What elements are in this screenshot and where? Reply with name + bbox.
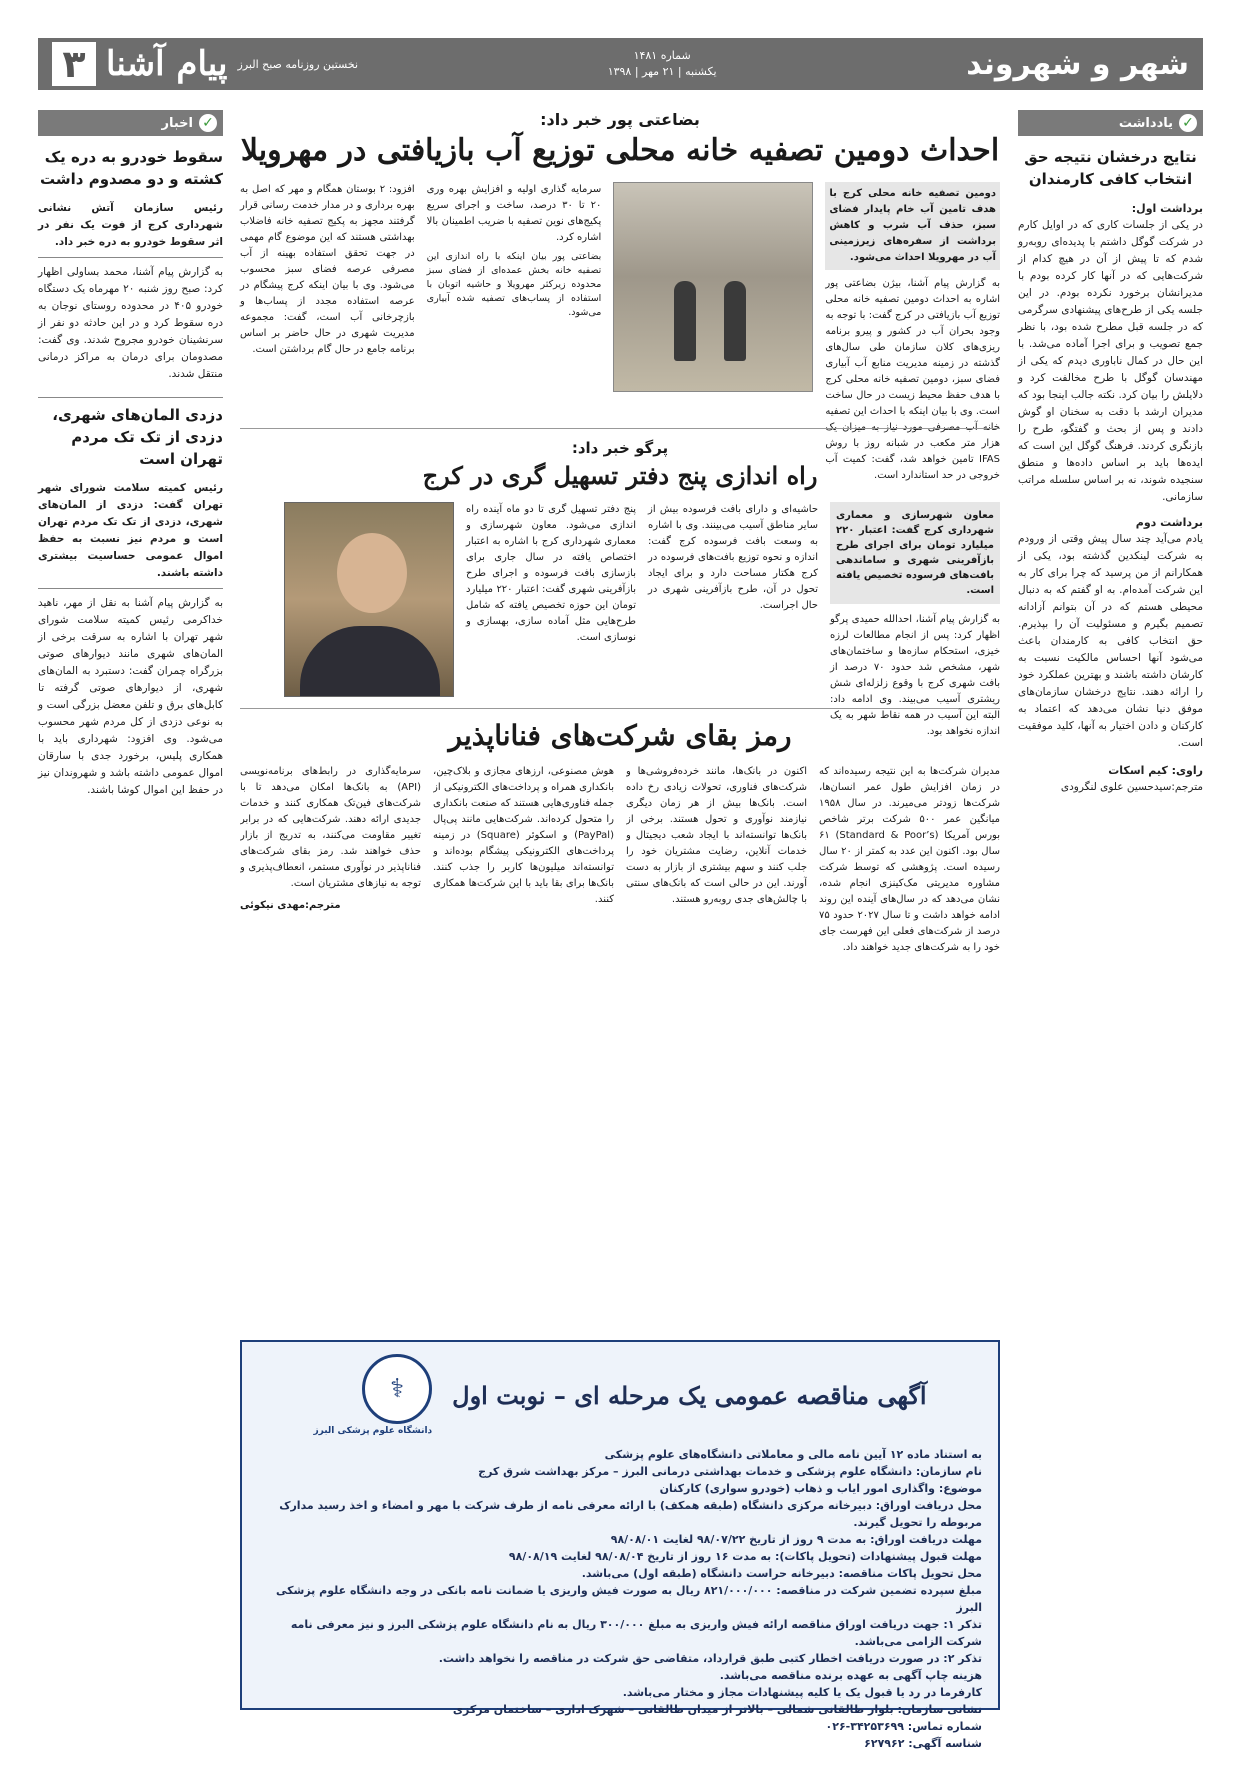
section-title: شهر و شهروند: [966, 46, 1189, 82]
note-translator: مترجم:سیدحسین علوی لنگرودی: [1060, 781, 1203, 793]
portrait-face: [337, 533, 407, 613]
news-column: [38, 110, 223, 799]
ad-line: شناسه آگهی: ۶۲۷۹۶۲: [864, 1737, 982, 1750]
story2-col-a: [830, 502, 1000, 740]
masthead: [38, 38, 1203, 90]
story1-text-c: افزود: ۲ بوستان همگام و مهر که اصل به بهره برداری و در مدار خدمت رسانی قرار گرفتند مجهز به پکیج تصفیه خانه فاضلاب بهداشتی هستند که این موضوع گام مهمی در جهت تحقق استفاده بهینه از آب مصرفی عرصه فضای سبز محسوب می‌شود. وی با بیان اینکه کرج پیشگام در عرصه استفاده مجدد از پساب‌ها و بازچرخانی آب است، گفت: مجموعه مدیریت شهری در حال حاضر بر اساس برنامه جامع در حال گام برداشتن است.: [239, 184, 415, 355]
story-immortal-companies: [240, 708, 1000, 1204]
note-tab-label: یادداشت: [1118, 115, 1173, 131]
divider: [38, 588, 223, 589]
note-title: نتایج درخشان نتیجه حق انتخاب کافی کارمندان: [1024, 148, 1197, 188]
tender-ad: [240, 1340, 1000, 1750]
story3-col-4-text: سرمایه‌گذاری در رابط‌های برنامه‌نویسی (API) به بانک‌ها امکان می‌دهد تا با شرکت‌های فین‌تک همکاری کنند و خدمات جدیدی ارائه دهند. شرکت‌هایی که در برابر تغییر مقاومت می‌کنند، به تدریج از بازار حذف خواهند شد. رمز بقای شرکت‌های فناناپذیر در نوآوری مستمر، انعطاف‌پذیری و توجه به نیازهای مشتریان است.: [240, 766, 421, 889]
story1-col-b: [427, 182, 602, 392]
story2-col-c: [466, 502, 636, 740]
story2-col-b: [648, 502, 818, 740]
story2-text-a: به گزارش پیام آشنا، احدالله حمیدی پرگو اظهار کرد: پس از انجام مطالعات لرزه خیزی، استحکام سازه‌ها و ساختمان‌های شهر، مشخص شد حدود ۷۰ درصد از بافت شهری کرج با وقوع زلزله‌ای شش ریشتری آسیب می‌بیند. وی ادامه داد: البته این آسیب در همه نقاط شهر به یک اندازه نخواهد بود.: [830, 614, 1000, 737]
story1-lead: دومین تصفیه خانه محلی کرج با هدف تامین آب خام پایدار فضای سبز، حذف آب شرب و کاهش برداشت از سفره‌های زیرزمینی آب در مهرویلا احداث می‌شود.: [825, 182, 1000, 270]
story2-lead: معاون شهرسازی و معماری شهرداری کرج گفت: اعتبار ۲۲۰ میلیارد تومان برای اجرای طرح بازآفرینی شهری و ساماندهی بافت‌های فرسوده تخصیص یافته است.: [830, 502, 1000, 604]
story3-translator: مترجم:مهدی نیکوئی: [240, 900, 341, 911]
issue-date: یکشنبه | ۲۱ مهر | ۱۳۹۸: [607, 65, 717, 78]
ad-title: آگهی مناقصه عمومی یک مرحله ای – نوبت اول: [452, 1380, 927, 1410]
portrait-shoulders: [300, 626, 440, 696]
news-tab-label: اخبار: [161, 115, 193, 131]
news2-body: به گزارش پیام آشنا به نقل از مهر، ناهید خداکرمی رئیس کمیته سلامت شورای شهر تهران با اشاره به سرقت برخی از المان‌های شهری مانند دیوارهای صوتی بزرگراه چمران گفت: دستبرد به المان‌های شهری، از دیوارهای صوتی گرفته تا کابل‌های برق و تلفن معضل بزرگی است و به نوعی دزدی از کل مردم شهر محسوب می‌شود. وی افزود: شهرداری باید با همکاری پلیس، برخورد جدی با سارقان اموال عمومی داشته باشد و شهروندان نیز در حفظ این اموال کوشا باشند.: [38, 597, 223, 796]
divider: [38, 397, 223, 398]
ad-line: مهلت دریافت اوراق: به مدت ۹ روز از تاریخ ۹۸/۰۷/۲۲ لغایت ۹۸/۰۸/۰۱: [610, 1533, 982, 1546]
story1-caption: بضاعتی پور بیان اینکه با راه اندازی این تصفیه خانه بخش عمده‌ای از فضای سبز محدوده زیرکثر مهرویلا و حاشیه اتوبان با استفاده از پساب‌های تصفیه شده آبیاری می‌شود.: [426, 251, 602, 318]
story1-photo: [613, 182, 813, 392]
person-figure: [724, 281, 746, 361]
story1-kicker: بضاعتی پور خبر داد:: [540, 110, 700, 129]
ad-line: تذکر ۱: جهت دریافت اوراق مناقصه ارائه فیش واریزی به مبلغ ۳۰۰/۰۰۰ ریال به نام دانشگاه علوم پزشکی البرز و نیز معرفی نامه شرکت الزامی می‌باشد.: [290, 1618, 982, 1648]
story3-col-3: هوش مصنوعی، ارزهای مجازی و بلاک‌چین، بانکداری همراه و پرداخت‌های الکترونیکی از جمله فناوری‌هایی هستند که صنعت بانکداری را متحول کرده‌اند. شرکت‌هایی مانند پی‌پال (PayPal) و اسکوئر (Square) در زمینه پرداخت‌های الکترونیکی پیشگام بوده‌اند و توانسته‌اند میلیون‌ها کاربر را جذب کنند. بانک‌ها برای بقا باید با این شرکت‌ها همکاری کنند.: [433, 766, 614, 905]
ad-logo-text: دانشگاه علوم پزشکی البرز: [313, 1426, 433, 1436]
note-subhead-1: برداشت اول:: [1131, 202, 1203, 215]
story2-headline: راه اندازی پنج دفتر تسهیل گری در کرج: [422, 461, 818, 490]
ad-logo-block: [313, 1354, 432, 1436]
tagline: نخستین روزنامه صبح البرز: [237, 57, 359, 71]
note-column: [1018, 110, 1203, 796]
note-paragraph-2: یادم می‌آید چند سال پیش وقتی از ورودم به شرکت لینکدین گذشته بود، یکی از همکارانم از من پرسید که چرا برای کار به این شرکت آمده‌ام. به او گفتم که به دنبال محیطی هستم که در آن بتوانم آزادانه تصمیم بگیرم و مسئولیت آن را بپذیرم. حق انتخاب کافی به کارمندان باعث می‌شود آنها احساس مالکیت نسبت به کارشان داشته باشند و بهترین عملکرد خود را ارائه دهند. نتایج درخشان سازمان‌های موفق دنیا نشان می‌دهد که اعتماد به کارکنان و دادن اختیار به آنها، کلید موفقیت است.: [1018, 533, 1203, 749]
story2-portrait: [284, 502, 454, 697]
story3-col-2: اکنون در بانک‌ها، مانند خرده‌فروشی‌ها و شرکت‌های فناوری، تحولات زیادی رخ داده است. بانک‌ها بیش از هر زمان دیگری نیازمند نوآوری و تحول هستند. برخی از بانک‌ها توانسته‌اند با ایجاد شعب دیجیتال و خدمات آنلاین، رضایت مشتریان خود را جلب کنند و سهم بیشتری از بازار به دست آورند. این در حالی است که بانک‌های سنتی با چالش‌های جدی روبه‌رو هستند.: [626, 766, 807, 905]
ad-line: نشانی سازمان: بلوار طالقانی شمالی – بالاتر از میدان طالقانی – شهرک اداری – ساختمان مرکزی: [452, 1703, 982, 1716]
masthead-brand: [52, 42, 358, 86]
story3-col-4: [240, 764, 421, 1204]
news-tab: [38, 110, 223, 136]
note-tab: [1018, 110, 1203, 136]
story2-text-b: حاشیه‌ای و دارای بافت فرسوده بیش از سایر مناطق آسیب می‌بینند. وی با اشاره به وسعت بافت فرسوده کرج گفت: اندازه و نحوه توزیع بافت‌های فرسوده در کرج هکتار مساحت دارد و برای ایجاد تحول در آن، طرح بازآفرینی شهری در حال اجراست.: [648, 504, 818, 611]
story2-text-c: پنج دفتر تسهیل گری تا دو ماه آینده راه اندازی می‌شود. معاون شهرسازی و معماری شهرداری کرج با اشاره به اعتبار اختصاص یافته در سال جاری برای بازسازی بافت فرسوده و اجرای طرح بازآفرینی شهری گفت: اعتبار ۲۲۰ میلیارد تومان این حوزه تخصیص یافته که شامل طرح‌هایی مثل آماده سازی، بهسازی و نوسازی است.: [466, 504, 636, 643]
newspaper-logo: پیام آشنا: [106, 44, 228, 84]
person-figure: [674, 281, 696, 361]
story3-body: [240, 764, 1000, 1204]
ad-line: موضوع: واگذاری امور ایاب و ذهاب (خودرو سواری) کارکنان: [659, 1482, 982, 1495]
page-number: ۳: [52, 42, 96, 86]
ad-line: مهلت قبول پیشنهادات (تحویل پاکات): به مدت ۱۶ روز از تاریخ ۹۸/۰۸/۰۴ لغایت ۹۸/۰۸/۱۹: [508, 1550, 982, 1563]
note-byline: راوی: کیم اسکات: [1108, 764, 1203, 777]
ad-line: شماره تماس: ۳۴۲۵۳۶۹۹-۰۲۶: [825, 1720, 982, 1733]
story1-col-c: [240, 182, 415, 392]
story1-photo-block: [613, 182, 813, 392]
ad-line: هزینه چاپ آگهی به عهده برنده مناقصه می‌باشد.: [719, 1669, 982, 1682]
story3-col-1: مدیران شرکت‌ها به این نتیجه رسیده‌اند که در زمان افزایش طول عمر انسان‌ها، شرکت‌ها زودتر می‌میرند. در سال ۱۹۵۸ میانگین عمر ۵۰۰ شرکت برتر شاخص بورس آمریکا (Standard & Poor’s) ۶۱ سال بود. اکنون این عدد به کمتر از ۲۰ سال رسیده است. پژوهشی که توسط شرکت مشاوره مدیریتی مک‌کینزی انجام شده، نشان می‌دهد که در سال‌های آینده این روند ادامه خواهد داشت و تا سال ۲۰۲۷ حدود ۷۵ درصد از شرکت‌های فعلی این فهرست جای خود را به شرکت‌های جدید خواهند داد.: [819, 766, 1000, 953]
news2-title: دزدی المان‌های شهری، دزدی از تک تک مردم تهران است: [52, 406, 223, 468]
university-logo-icon: ⚕: [362, 1354, 432, 1424]
ad-line: کارفرما در رد یا قبول یک یا کلیه پیشنهادات مجاز و مختار می‌باشد.: [622, 1686, 982, 1699]
ad-lines: [258, 1446, 982, 1752]
note-body: [1018, 200, 1203, 796]
ad-header: [258, 1354, 982, 1436]
issue-info: [608, 48, 717, 80]
ad-line: محل تحویل پاکات مناقصه: دبیرخانه حراست دانشگاه (طبقه اول) می‌باشد.: [581, 1567, 982, 1580]
ad-line: تذکر ۲: در صورت دریافت اخطار کتبی طبق قرارداد، متقاضی حق شرکت در مناقصه را نخواهد داشت.: [438, 1652, 982, 1665]
story3-headline: رمز بقای شرکت‌های فناناپذیر: [448, 719, 792, 752]
news2: [38, 397, 223, 799]
note-paragraph-1: در یکی از جلسات کاری که در اوایل کارم در شرکت گوگل داشتم با پدیده‌ای روبه‌رو شدم که تا پیش از آن در هیچ کدام از شرکت‌هایی که در آنها کار کرده بودم با مدیرانشان برخورد نکرده بودم. در این جلسه یکی از طرح‌های پیشنهادی سرگرمی که در جلسه قبل مطرح شده بود، با نظر جمع تصویب و برای اجرا آماده می‌شد. با این حال در کمال ناباوری دیدم که یکی از مهندسان گوگل با طرح مخالفت کرد و دلایلش را بیان کرد. نکته جالب اینجا بود که مدیران ارشد با دقت به سخنان او گوش دادند و پس از بحث و گفتگو، طرح را بازنگری کردند. فرهنگ گوگل این است که ایده‌ها باید بر اساس داده‌ها و منطق سنجیده شوند، نه بر اساس سلسله مراتب سازمانی.: [1018, 219, 1203, 503]
news1-body: به گزارش پیام آشنا، محمد بساولی اظهار کرد: صبح روز شنبه ۲۰ مهرماه یک دستگاه خودرو ۴۰۵ در محدوده روستای نوجان به دره سقوط کرد و در این حادثه دو نفر از سرنشینان خودرو مجروح شدند. وی گفت: مصدومان برای درمان به مراکز درمانی منتقل شدند.: [38, 266, 224, 380]
check-icon: ✓: [199, 114, 217, 132]
check-icon: ✓: [1179, 114, 1197, 132]
story2-body: [240, 502, 1000, 740]
story2-kicker: پرگو خبر داد:: [571, 439, 669, 457]
news1-title: سقوط خودرو به دره یک کشته و دو مصدوم داشت: [40, 148, 223, 188]
note-subhead-2: برداشت دوم: [1135, 516, 1203, 529]
story1-text-a: به گزارش پیام آشنا، بیژن بضاعتی پور اشاره به احداث دومین تصفیه خانه محلی توزیع آب بازیافتی در کرج گفت: با توجه به وجود بحران آب در کشور و پیرو برنامه ریزی‌های کلان سازمان طی سال‌های گذشته در زمینه مدیریت منابع آب آبیاری فضای سبز، دومین تصفیه خانه محلی کرج با هدف حفظ محیط زیست در حال ساخت است. وی با بیان اینکه با احداث این تصفیه خانه آب مصرفی مورد نیاز به میزان یک هزار متر مکعب در شبانه روز با روش IFAS تامین خواهد شد، گفت: کمیت آب خروجی در حد استاندارد است.: [825, 278, 1000, 481]
ad-line: نام سازمان: دانشگاه علوم پزشکی و خدمات بهداشتی درمانی البرز – مرکز بهداشت شرق کرج: [478, 1465, 982, 1478]
news2-lead: رئیس کمیته سلامت شورای شهر تهران گفت: دزدی از المان‌های شهری، دزدی از تک تک مردم تهران است و مردم نیز نسبت به حفظ اموال عمومی حساسیت بیشتری داشته باشند.: [38, 482, 223, 579]
story1-col-a: [825, 182, 1000, 481]
ad-line: مبلغ سپرده تضمین شرکت در مناقصه: ۸۲۱/۰۰۰/۰۰۰ ریال به صورت فیش واریزی یا ضمانت نامه بانکی در وجه دانشگاه علوم پزشکی البرز: [276, 1584, 982, 1614]
ad-line: محل دریافت اوراق: دبیرخانه مرکزی دانشگاه (طبقه همکف) با ارائه معرفی نامه از طرف شرکت با مهر و امضاء و اخذ رسید مدارک مربوطه را تحویل گیرند.: [279, 1499, 982, 1529]
story1-text-b: سرمایه گذاری اولیه و افزایش بهره وری ۲۰ تا ۳۰ درصد، ساخت و اجرای سریع پکیج‌های نوین تصفیه با ضریب اطمینان بالا اشاره کرد.: [426, 184, 602, 243]
divider: [38, 257, 223, 258]
news1-lead: رئیس سازمان آتش نشانی شهرداری کرج از فوت یک نفر در اثر سقوط خودرو به دره خبر داد.: [38, 202, 223, 248]
main-stories: [240, 110, 1000, 1204]
ad-line: به استناد ماده ۱۲ آیین نامه مالی و معاملاتی دانشگاه‌های علوم پزشکی: [604, 1448, 982, 1461]
story1-headline: احداث دومین تصفیه خانه محلی توزیع آب بازیافتی در مهرویلا: [240, 133, 1000, 168]
issue-number: شماره ۱۴۸۱: [633, 49, 691, 62]
